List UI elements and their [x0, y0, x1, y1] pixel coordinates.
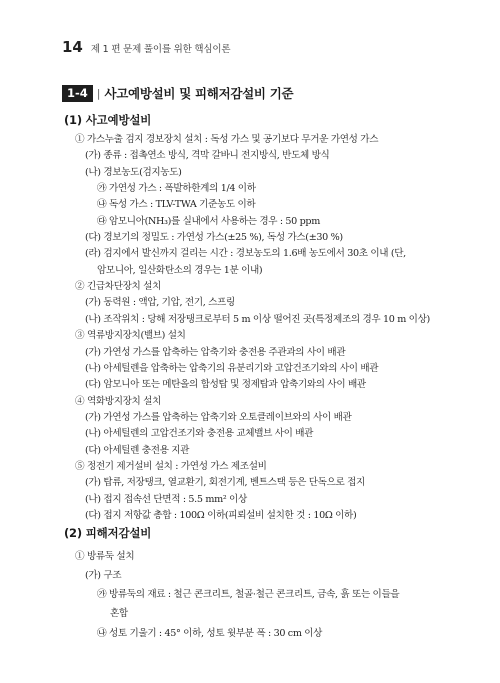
item-line: ⑤ 정전기 제거설비 설치 : 가연성 가스 제조설비 [75, 461, 267, 472]
item-line: (다) 암모니아 또는 메탄올의 합성탑 및 정제탑과 압축기와의 사이 배관 [85, 379, 366, 390]
item-line: (다) 아세틸렌 충전용 지관 [85, 445, 190, 456]
item-line: (나) 접지 접속선 단면적 : 5.5 mm² 이상 [85, 494, 247, 505]
section-title [62, 84, 293, 102]
running-title: 제 1 편 문제 풀이를 위한 핵심이론 [90, 44, 231, 55]
page-header [62, 38, 230, 56]
item-line: ㉰ 암모니아(NH₃)를 실내에서 사용하는 경우 : 50 ppm [97, 216, 320, 227]
item-line: ② 긴급차단장치 설치 [75, 281, 161, 292]
item-line: (나) 경보농도(검지농도) [85, 167, 182, 178]
item-line: (라) 검지에서 발신까지 걸리는 시간 : 경보농도의 1.6배 농도에서 30초 이내 (단, [85, 248, 406, 259]
item-line: (가) 구조 [85, 570, 122, 581]
item-line: ① 방류둑 설치 [75, 551, 135, 562]
item-line: ① 가스누출 검지 경보장치 설치 : 독성 가스 및 공기보다 무거운 가연성 가스 [75, 134, 379, 145]
title-separator: | [96, 86, 101, 100]
item-line: ④ 역화방지장치 설치 [75, 396, 161, 407]
item-line: ㉯ 성토 기울기 : 45° 이하, 성토 윗부분 폭 : 30 cm 이상 [97, 628, 323, 639]
item-line: 혼합 [110, 608, 128, 619]
section-number-badge: 1-4 [62, 85, 93, 102]
subsection-heading: (1) 사고예방설비 [64, 113, 152, 127]
item-line: (다) 접지 저항값 총합 : 100Ω 이하(피뢰설비 설치한 것 : 10Ω 이하) [85, 510, 357, 521]
item-line: ㉮ 가연성 가스 : 폭발하한계의 1/4 이하 [97, 183, 256, 194]
item-line: (나) 아세틸렌의 고압건조기와 충전용 교체밸브 사이 배관 [85, 428, 314, 439]
section-title-text: 사고예방설비 및 피해저감설비 기준 [104, 86, 294, 101]
item-line: ③ 역류방지장치(밸브) 설치 [75, 330, 186, 341]
item-line: (가) 동력원 : 액압, 기압, 전기, 스프링 [85, 297, 235, 308]
item-line: (가) 가연성 가스를 압축하는 압축기와 충전용 주관과의 사이 배관 [85, 347, 346, 358]
item-line: (나) 조작위치 : 당해 저장탱크로부터 5 m 이상 떨어진 곳(특정제조의 경우 10 m 이상) [85, 314, 430, 325]
item-line: 암모니아, 일산화탄소의 경우는 1분 이내) [97, 265, 263, 276]
page-number: 14 [62, 38, 83, 56]
subsection-heading: (2) 피해저감설비 [64, 526, 152, 540]
item-line: ㉮ 방류둑의 재료 : 철근 콘크리트, 철골·철근 콘크리트, 금속, 흙 또는 이들을 [97, 589, 400, 600]
item-line: ㉯ 독성 가스 : TLV-TWA 기준농도 이하 [97, 199, 256, 210]
item-line: (다) 경보기의 정밀도 : 가연성 가스(±25 %), 독성 가스(±30 %) [85, 232, 343, 243]
item-line: (가) 종류 : 접촉연소 방식, 격막 갈바니 전지방식, 반도체 방식 [85, 150, 330, 161]
item-line: (나) 아세틸렌을 압축하는 압축기의 유분리기와 고압건조기와의 사이 배관 [85, 363, 379, 374]
item-line: (가) 가연성 가스를 압축하는 압축기와 오토클레이브와의 사이 배관 [85, 412, 352, 423]
item-line: (가) 탑류, 저장탱크, 열교환기, 회전기계, 벤트스택 등은 단독으로 접지 [85, 477, 365, 488]
